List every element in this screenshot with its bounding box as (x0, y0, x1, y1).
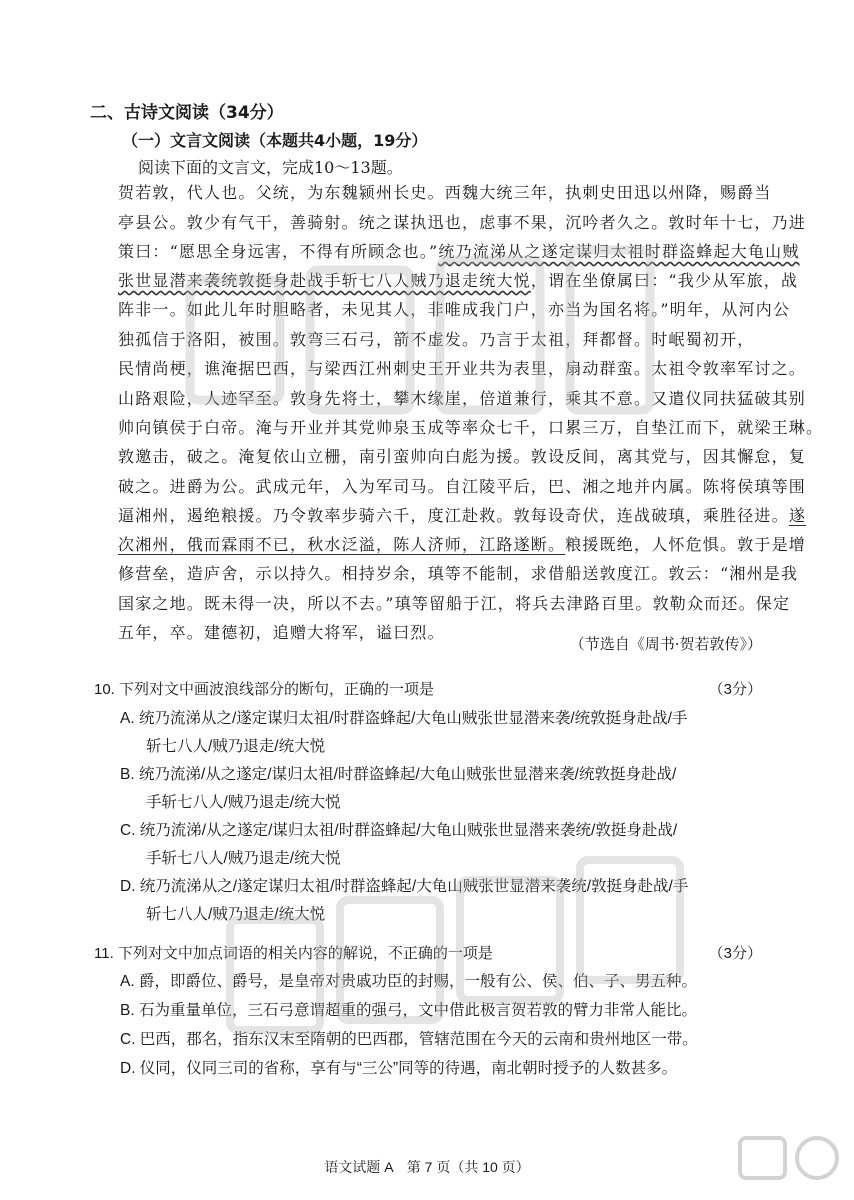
question-11-option-a: A. 爵，即爵位、爵号，是皇帝对贵戚功臣的封赐，一般有公、侯、伯、子、男五种。 (120, 973, 697, 990)
passage-text: 粮援既绝，人怀危惧。敦于是增 (565, 535, 807, 554)
passage-line (118, 241, 800, 263)
underlined-text: 遂 (788, 506, 807, 525)
passage-text: 策曰：“愿思全身远害，不得有所顾念也。” (118, 242, 439, 261)
passage-line (118, 505, 806, 527)
wavy-underlined-text: 张世显潜来袭统敦挺身赴战手斩七八人贼乃退走统大悦 (118, 271, 531, 290)
passage-line: 修营垒，造庐舍，示以持久。相持岁余，瑱等不能制，求借船送敦度江。敦云：“湘州是我 (118, 564, 799, 583)
question-10-stem: 10. 下列对文中画波浪线部分的断句，正确的一项是 (94, 681, 435, 698)
question-10-option-c-cont: 手斩七八人/贼乃退走/统大悦 (146, 850, 341, 867)
passage-line: 敦邀击，破之。淹复依山立栅，南引蛮帅向白彪为援。敦设反间，离其党与，因其懈怠，复 (118, 447, 807, 466)
page-footer: 语文试题 A 第 7 页（共 10 页） (324, 1159, 530, 1175)
passage-line: 五年，卒。建德初，追赠大将军，谥曰烈。 (118, 623, 445, 642)
question-10-option-c: C. 统乃流涕/从之遂定/谋归太祖/时群盗蜂起/大龟山贼张世显潜来袭统/敦挺身赴战/ (120, 822, 678, 839)
section-title: 二、古诗文阅读（34分） (90, 103, 284, 123)
passage-text: ，谓在坐僚属曰：“我少从军旅，战 (530, 271, 799, 290)
passage-line: 帅向镇侯于白帝。淹与开业并其党帅泉玉成等率众七千，口累三万，自垫江而下，就梁王琳。 (118, 418, 824, 437)
passage-line: 山路艰险，人迹罕至。敦身先将士，攀木缘崖，倍道兼行，乘其不意。又遣仪同扶猛破其别 (118, 389, 807, 408)
question-11-option-c: C. 巴西，郡名，指东汉末至隋朝的巴西郡，管辖范围在今天的云南和贵州地区一带。 (120, 1031, 698, 1048)
passage-line: 民情尚梗，谯淹据巴西，与梁西江州刺史王开业共为表里，扇动群蛮。太祖令敦率军讨之。 (118, 359, 807, 378)
question-11-option-d: D. 仪同，仪同三司的省称，享有与“三公”同等的待遇，南北朝时授予的人数甚多。 (120, 1060, 678, 1077)
question-11-points: （3分） (708, 945, 762, 962)
passage-source: （节选自《周书·贺若敦传》） (569, 635, 762, 653)
question-10-option-d: D. 统乃流涕从之/遂定谋归太祖/时群盗蜂起/大龟山贼张世显潜来袭统/敦挺身赴战/手 (120, 878, 689, 895)
subsection-title: （一）文言文阅读（本题共4小题，19分） (122, 131, 428, 150)
question-10-option-a: A. 统乃流涕从之/遂定谋归太祖/时群盗蜂起/大龟山贼张世显潜来袭/统敦挺身赴战/手 (120, 710, 688, 727)
question-10-option-b: B. 统乃流涕/从之遂定/谋归太祖/时群盗蜂起/大龟山贼张世显潜来袭/统敦挺身赴战/ (120, 766, 677, 783)
passage-line (118, 534, 806, 556)
passage-line: 阵非一。如此儿年时胆略者，未见其人，非唯成我门户，亦当为国名将。”明年，从河内公 (118, 300, 791, 319)
passage-line: 破之。进爵为公。武成元年，入为军司马。自江陵平后，巴、湘之地并内属。陈将侯瑱等围 (118, 477, 807, 496)
underlined-text: 次湘州，俄而霖雨不已，秋水泛溢，陈人济师，江路遂断。 (118, 535, 566, 554)
question-10-option-a-cont: 斩七八人/贼乃退走/统大悦 (146, 738, 326, 755)
passage-text: 逼湘州，遏绝粮援。乃令敦率步骑六千，度江赴救。敦每设奇伏，连战破瑱，乘胜径进。 (118, 506, 789, 525)
wavy-underlined-text: 统乃流涕从之遂定谋归太祖时群盗蜂起大龟山贼 (438, 242, 800, 261)
passage-line: 国家之地。既未得一决，所以不去。”瑱等留船于江，将兵去津路百里。敦勒众而还。保定 (118, 594, 791, 613)
question-11-stem: 11. 下列对文中加点词语的相关内容的解说，不正确的一项是 (94, 945, 493, 962)
question-11-option-b: B. 石为重量单位，三石弓意谓超重的强弓，文中借此极言贺若敦的臂力非常人能比。 (120, 1002, 697, 1019)
question-10-points: （3分） (708, 681, 762, 698)
passage-line: 贺若敦，代人也。父统，为东魏颍州长史。西魏大统三年，执刺史田迅以州降，赐爵当 (118, 183, 772, 202)
passage-line: 独孤信于洛阳，被围。敦弯三石弓，箭不虚发。乃言于太祖，拜都督。时岷蜀初开， (118, 330, 755, 349)
question-10-option-b-cont: 手斩七八人/贼乃退走/统大悦 (146, 794, 341, 811)
question-10-option-d-cont: 斩七八人/贼乃退走/统大悦 (146, 906, 326, 923)
passage-line (118, 270, 798, 292)
passage-line: 亭县公。敦少有气干，善骑射。统之谋执迅也，虑事不果，沉吟者久之。敦时年十七，乃进 (118, 213, 807, 232)
instructions: 阅读下面的文言文，完成10～13题。 (138, 158, 403, 177)
